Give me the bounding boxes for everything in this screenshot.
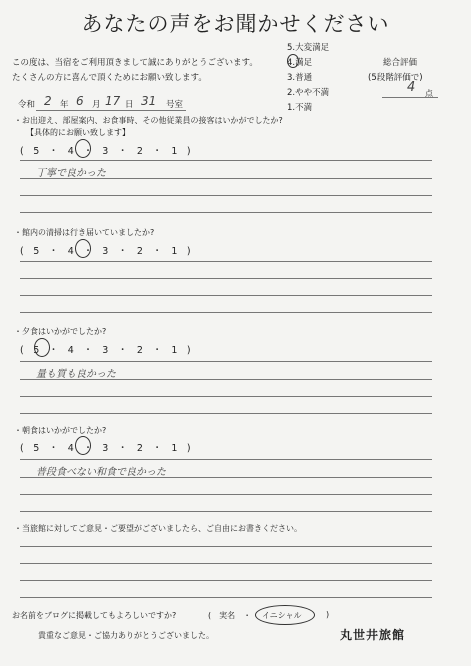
blog-option-close: ) [326, 610, 330, 619]
q2-question: ・館内の清掃は行き届いていましたか? [14, 228, 155, 237]
q4-selected-circle[interactable] [75, 436, 91, 455]
legend-item-2: 2.やや不満 [287, 88, 330, 98]
q1-scale: ( 5 ・ 4 ・ 3 ・ 2 ・ 1 ) [20, 146, 191, 157]
q5-line-2 [20, 563, 432, 564]
q4-line-3 [20, 494, 432, 495]
date-underline [36, 110, 186, 111]
legend-item-3: 3.普通 [287, 73, 313, 83]
q1-selected-circle[interactable] [75, 139, 91, 158]
q2-scale: ( 5 ・ 4 ・ 3 ・ 2 ・ 1 ) [20, 246, 191, 257]
q3-answer: 量も質も良かった [36, 369, 116, 380]
overall-underline [382, 97, 438, 98]
date-day: 17 [105, 94, 121, 108]
q3-line-1 [20, 361, 432, 362]
date-year: 2 [44, 94, 52, 108]
q1-answer: 丁寧で良かった [36, 168, 106, 179]
q2-line-1 [20, 261, 432, 262]
blog-initial-circle [255, 605, 315, 625]
q4-question: ・朝食はいかがでしたか? [14, 426, 107, 435]
q3-line-4 [20, 413, 432, 414]
q1-line-2 [20, 178, 432, 179]
intro-line-2: たくさんの方に喜んで頂くためにお願い致します。 [12, 73, 207, 83]
page-title: あなたの声をお聞かせください [81, 12, 390, 36]
q1-line-4 [20, 212, 432, 213]
date-month: 6 [76, 94, 84, 108]
q3-line-2 [20, 379, 432, 380]
legend-item-4: 4.満足 [287, 58, 313, 68]
overall-value: 4 [407, 80, 416, 95]
thanks-message: 貴重なご意見・ご協力ありがとうございました。 [38, 631, 214, 640]
q1-note: 【具体的にお願い致します】 [26, 128, 130, 137]
date-day-suffix: 日 [125, 100, 134, 110]
room-suffix: 号室 [166, 100, 184, 110]
overall-sublabel: (5段階評価で) [368, 73, 423, 83]
q5-line-4 [20, 597, 432, 598]
blog-option-real[interactable]: ( 実名 ・ [208, 611, 252, 620]
q4-answer: 普段食べない和食で良かった [36, 467, 166, 478]
q5-line-1 [20, 546, 432, 547]
q2-line-4 [20, 312, 432, 313]
q5-line-3 [20, 580, 432, 581]
q2-selected-circle[interactable] [75, 239, 91, 258]
date-month-suffix: 月 [92, 100, 101, 110]
q1-line-3 [20, 195, 432, 196]
q2-line-3 [20, 295, 432, 296]
q5-question: ・当旅館に対してご意見・ご要望がございましたら、ご自由にお書きください。 [14, 524, 302, 533]
overall-label: 総合評価 [383, 58, 418, 68]
q3-line-3 [20, 396, 432, 397]
legend-item-5: 5.大変満足 [287, 43, 330, 53]
room-number: 31 [141, 94, 157, 108]
legend-selected-circle [287, 54, 299, 68]
overall-unit: 点 [425, 89, 433, 98]
q3-scale: ( 5 ・ 4 ・ 3 ・ 2 ・ 1 ) [20, 345, 191, 356]
inn-name: 丸世井旅館 [340, 628, 406, 642]
blog-option-initial[interactable]: イニシャル [262, 611, 302, 620]
q2-line-2 [20, 278, 432, 279]
q1-line-1 [20, 160, 432, 161]
blog-question: お名前をブログに掲載してもよろしいですか? [12, 611, 177, 620]
q4-line-4 [20, 511, 432, 512]
q3-question: ・夕食はいかがでしたか? [14, 327, 107, 336]
q4-line-2 [20, 477, 432, 478]
q3-selected-circle[interactable] [34, 338, 50, 357]
q4-line-1 [20, 459, 432, 460]
intro-line-1: この度は、当宿をご利用頂きまして誠にありがとうございます。 [12, 58, 258, 68]
date-era: 令和 [18, 100, 36, 110]
legend-item-1: 1.不満 [287, 103, 313, 113]
q1-question: ・お出迎え、部屋案内、お食事時、その他従業員の接客はいかがでしたか? [14, 116, 283, 125]
date-year-suffix: 年 [60, 100, 69, 110]
q4-scale: ( 5 ・ 4 ・ 3 ・ 2 ・ 1 ) [20, 443, 191, 454]
